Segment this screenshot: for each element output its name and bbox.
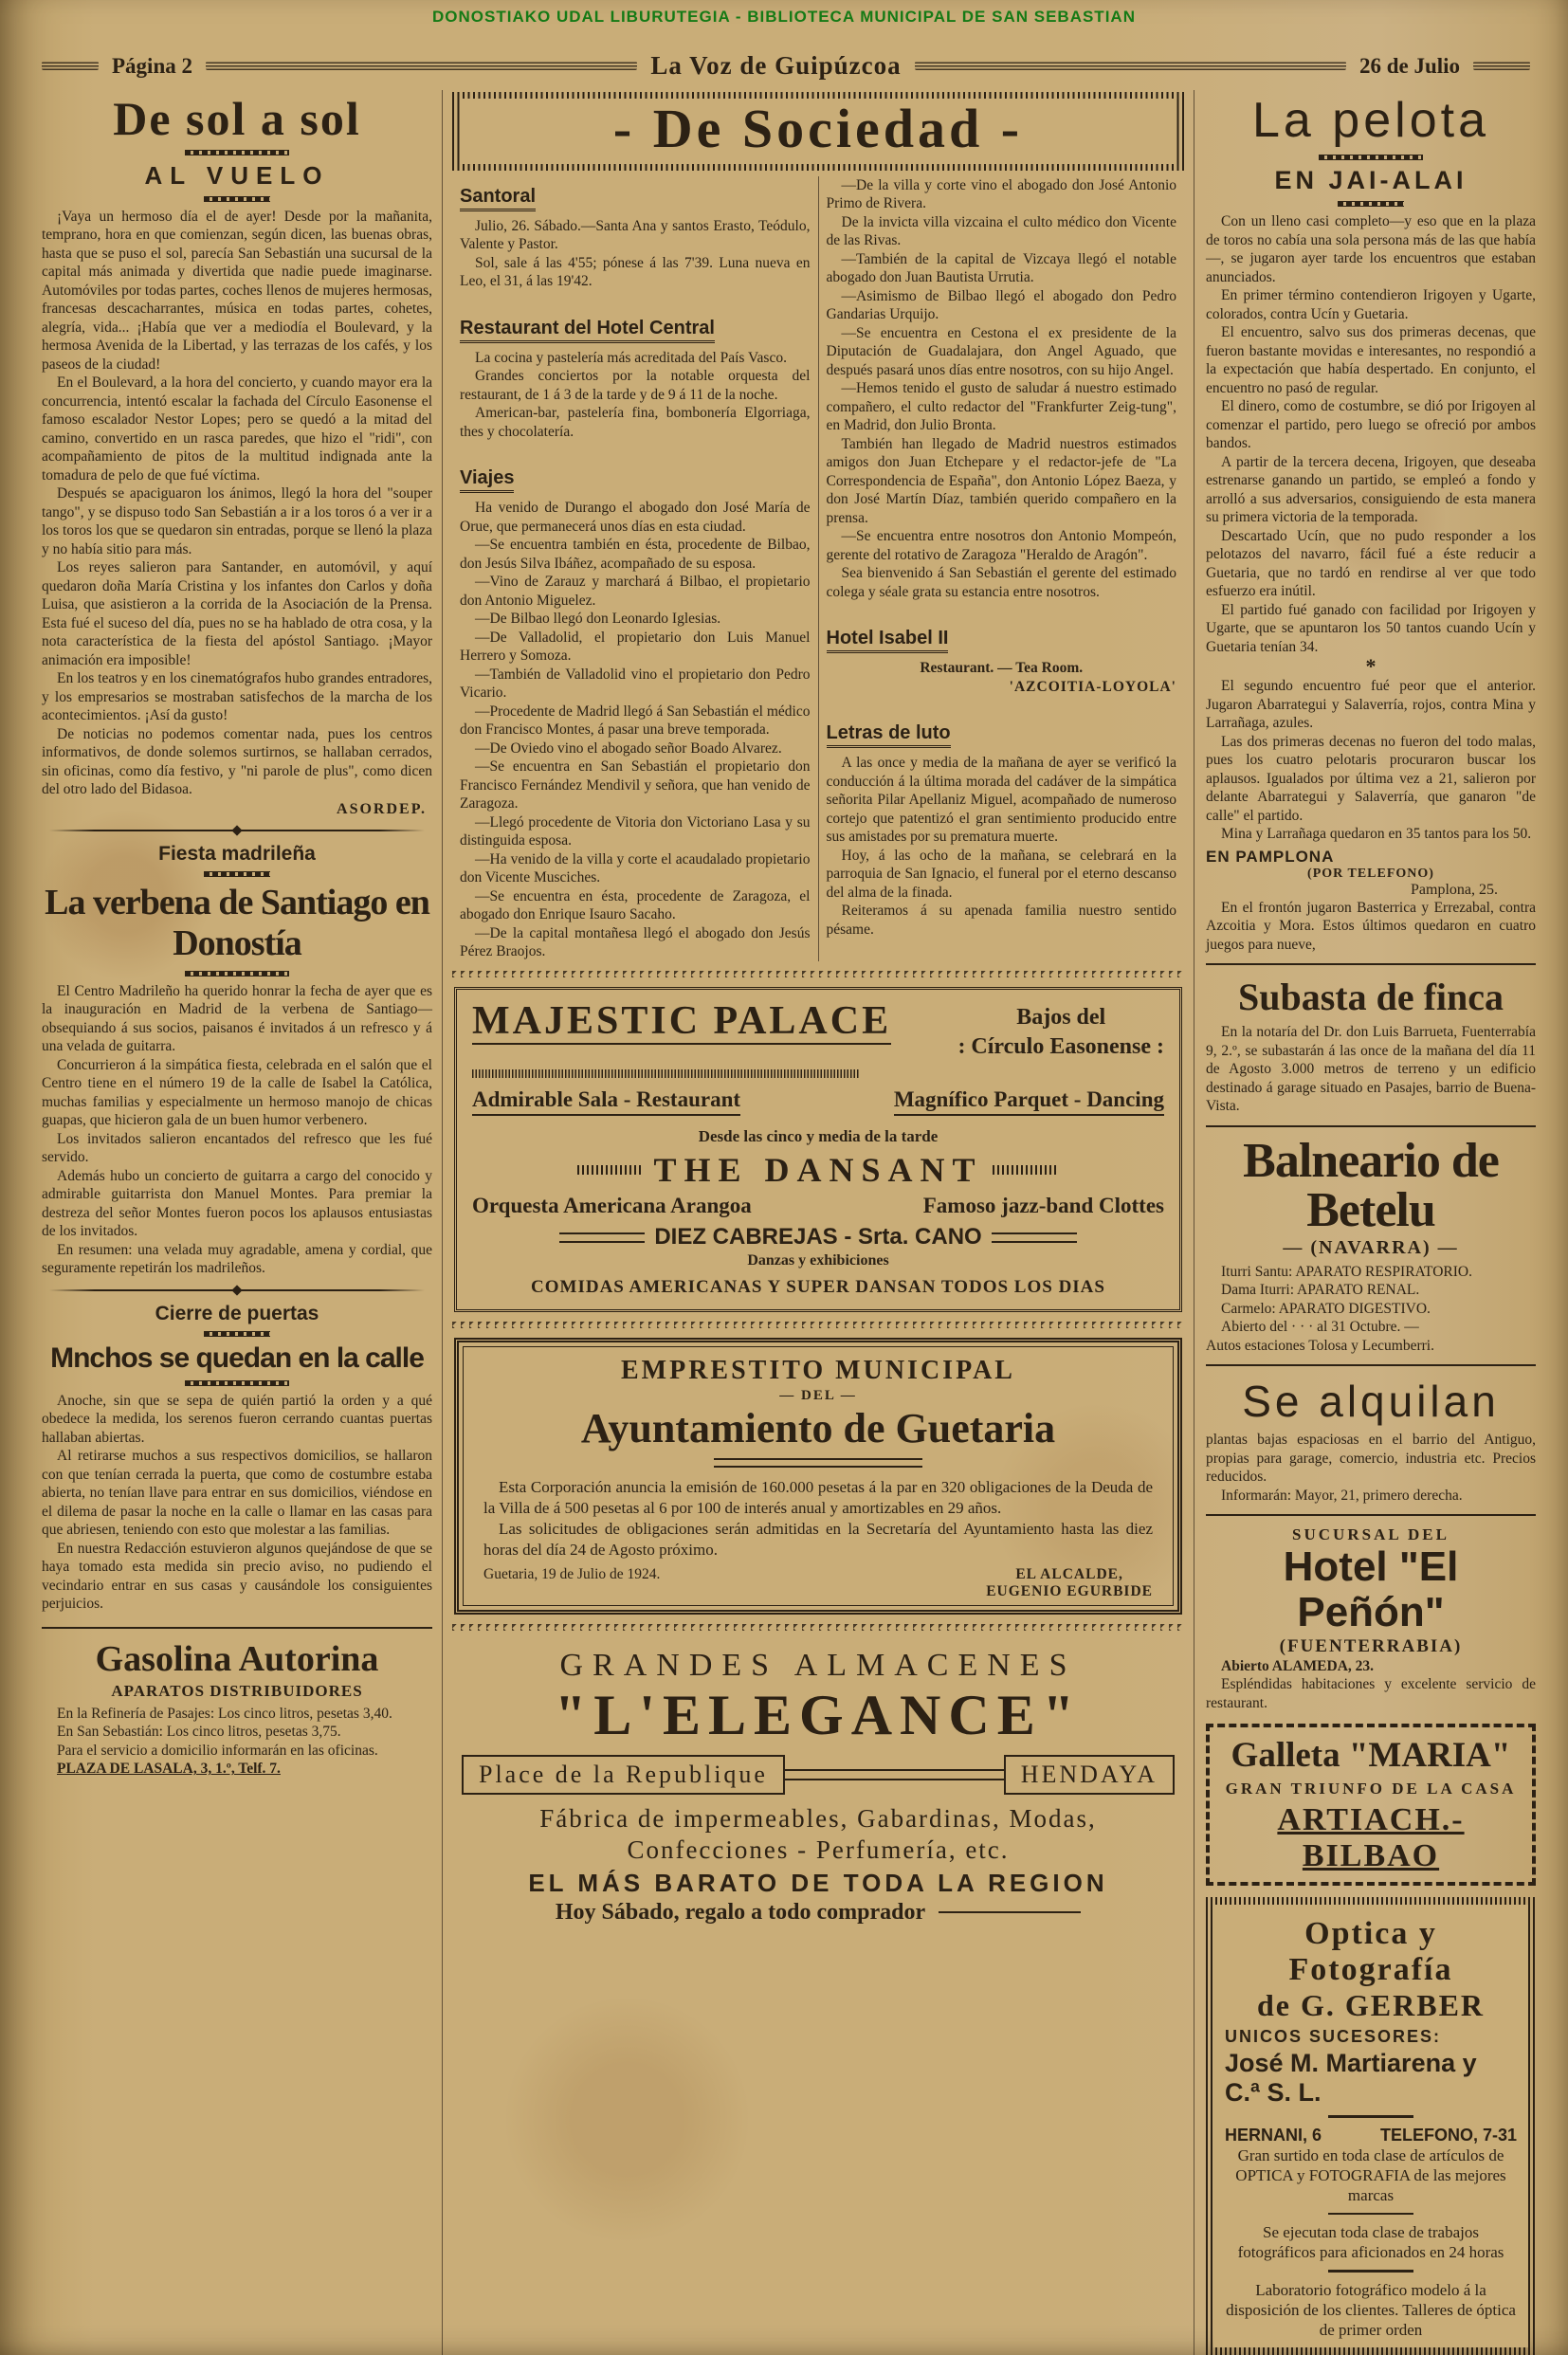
- paragraph: Los invitados salieron encantados del refresco que les fué servido.: [42, 1130, 432, 1166]
- subsection-title: Letras de luto: [827, 722, 951, 748]
- paragraph: Grandes conciertos por la notable orquesta del restaurant, de 1 á 3 de la tarde y de 9 á 11 de la noche.: [460, 368, 811, 403]
- article-title: Mnchos se quedan en la calle: [50, 1342, 424, 1374]
- paragraph: ¡Vaya un hermoso día el de ayer! Desde por la mañanita, temprano, hora en que comienzan, según dicen, las buenas obras, hasta que se puso el sol, parecía San Sebastián una sucursal de la capital más animada y divertida que nadie puede imaginarse. Automóviles por todas partes, coches llenos de mujeres hermosas, francesas descacharrantes, música en todas partes, cohetes, alegría, vida... ¡Había que ver a mediodía el Boulevard, y la hermosa Avenida de la Libertad, y las terrazas de los cafés, y los paseos de la ciudad!: [42, 208, 432, 373]
- ornament-rule: [992, 1232, 1077, 1243]
- ad-feature: Admirable Sala - Restaurant: [472, 1087, 740, 1116]
- ad-title: Hotel "El Peñón": [1283, 1543, 1459, 1636]
- right-column: [1194, 90, 1536, 2355]
- ad-schedule: Desde las cinco y media de la tarde: [698, 1127, 939, 1146]
- article-title: De sol a sol: [113, 92, 361, 145]
- paragraph: Concurrieron á la simpática fiesta, celebrada en el salón que el Centro tiene en el número 19 de la calle de Isabel la Católica, muchas familias y especialmente un hermoso manojo de chicas guapas, que hicieron gala de un buen humor verbenero.: [42, 1056, 432, 1129]
- news-item: —Hemos tenido el gusto de saludar á nuestro estimado compañero, el culto redactor del "Frankfurter Zeig-tung", en Madrid, don Julio Bronta.: [826, 380, 1176, 434]
- news-item: —Se encuentra también en ésta, procedente de Bilbao, don Jesús Silva Ibáñez, acompañado de su esposa.: [460, 537, 811, 572]
- paragraph: Al retirarse muchos a sus respectivos domicilios, se hallaron con que tenían cerrada la puerta, que como de costumbre estaba abierta, no tenían llave para entrar en sus domicilios, viéndose en el dilema de pasar la noche en la calle o llamar en las casas para que abriesen, teniendo con esto que molestar a las familias.: [42, 1448, 432, 1539]
- ad-paragraph: plantas bajas espaciosas en el barrio del Antiguo, propias para garage, comercio, industria etc. Precios reducidos.: [1206, 1432, 1536, 1485]
- article-kicker: Fiesta madrileña: [158, 842, 316, 865]
- paragraph: El encuentro, salvo sus dos primeras decenas, que fueron bastante movidas e interesantes, no respondió a la expectación que había despertado. En conjunto, el encuentro no pasó de regular.: [1206, 324, 1536, 396]
- paragraph: La cocina y pastelería más acreditada del País Vasco.: [475, 349, 787, 366]
- ornament-rule: [939, 1911, 1081, 1914]
- ornament-rule: [1328, 2115, 1413, 2118]
- ad-line: Confecciones - Perfumería, etc.: [627, 1835, 1010, 1864]
- ad-optica-frame: [1206, 1897, 1536, 2355]
- news-item: Sea bienvenido á San Sebastián el gerente del estimado colega y séale grata su estancia entre nosotros.: [826, 565, 1176, 600]
- news-item: —También de Valladolid vino el propietario don Pedro Vicario.: [460, 666, 811, 702]
- ad-line: Para el servicio a domicilio informarán en las oficinas.: [57, 1742, 378, 1759]
- ad-title: Balneario de Betelu: [1243, 1133, 1499, 1237]
- ad-city-box: HENDAYA: [1004, 1755, 1175, 1795]
- ad-band: Famoso jazz-band Clottes: [922, 1194, 1164, 1218]
- page-columns: [0, 86, 1568, 2355]
- dateline: Pamplona, 25.: [1411, 881, 1498, 898]
- ad-kicker: SUCURSAL DEL: [1292, 1525, 1449, 1543]
- paragraph: A las once y media de la mañana de ayer se verificó la conducción á la última morada del cadáver de la simpática señorita Pilar Apellaniz Miguel, acompañado de numeroso cortejo que patentizó el gran sentimiento producido entre sus amistades por su prematura muerte.: [826, 755, 1176, 846]
- wavy-divider: [452, 1624, 1184, 1631]
- paragraph: Reiteramos á su apenada familia nuestro sentido pésame.: [826, 903, 1176, 938]
- news-item: —De Bilbao llegó don Leonardo Iglesias.: [475, 611, 721, 628]
- paragraph: Además hubo un concierto de guitarra a cargo del conocido y admirable guitarrista don Manuel Montes. Para premiar la destreza del señor Montes fueron pocos los aplausos entusiastas de los invitados.: [42, 1167, 432, 1240]
- article-cierre-de-puertas: [42, 1303, 432, 1614]
- hotel-services: Restaurant. — Tea Room.: [920, 660, 1084, 677]
- ad-title: EMPRESTITO MUNICIPAL: [620, 1356, 1015, 1386]
- article-de-sol-a-sol: [42, 94, 432, 818]
- paragraph: A partir de la tercera decena, Irigoyen, que deseaba estrenarse ganando un partido, se empleó a fondo y arrolló a sus adversarios, consiguiendo de esta manera su primera victoria de la temporada.: [1206, 453, 1536, 525]
- paragraph: Sol, sale á las 4'55; pónese á las 7'39. Luna nueva en Leo, el 31, á las 19'42.: [460, 254, 811, 290]
- news-item: —De Oviedo vino el abogado señor Boado Alvarez.: [475, 739, 782, 757]
- ad-line: Espléndidas habitaciones y excelente servicio de restaurant.: [1206, 1676, 1536, 1711]
- ad-entity-name: Ayuntamiento de Guetaria: [580, 1405, 1056, 1452]
- article-la-pelota: [1206, 92, 1536, 954]
- ad-brand: ARTIACH.-BILBAO: [1277, 1802, 1465, 1874]
- ad-dateline: Guetaria, 19 de Julio de 1924.: [483, 1565, 661, 1582]
- news-item: —Vino de Zarauz y marchará á Bilbao, el propietario don Antonio Miguelez.: [460, 574, 811, 609]
- ornament-rule: [185, 1380, 289, 1386]
- ornament-rule: [1328, 2270, 1413, 2273]
- paragraph: American-bar, pastelería fina, bombonería Elgorriaga, thes y chocolatería.: [460, 405, 811, 440]
- wavy-divider: [452, 971, 1184, 977]
- section-divider: [49, 1289, 425, 1291]
- ornament-rule: [559, 1232, 645, 1243]
- ad-event-name: THE DANSANT: [653, 1151, 983, 1190]
- de-sociedad-banner: [460, 99, 1176, 164]
- ad-line: Dama Iturri: APARATO RENAL.: [1221, 1282, 1420, 1298]
- ad-paragraph: Laboratorio fotográfico modelo á la disposición de los clientes. Talleres de óptica de primer orden: [1226, 2280, 1516, 2339]
- section-divider: [1206, 1364, 1536, 1366]
- ad-address: HERNANI, 6: [1225, 2125, 1322, 2145]
- article-subtitle: AL VUELO: [144, 160, 330, 190]
- ad-paragraph: Esta Corporación anuncia la emisión de 160.000 pesetas á la par en 320 obligaciones de la Deuda de la Villa de á 500 pesetas al 6 por 100 de interés anual y amortizables en 29 años.: [483, 1477, 1153, 1517]
- ad-owner-name: José M. Martiarena y C.ª S. L.: [1225, 2049, 1477, 2108]
- ad-paragraph: Se ejecutan toda clase de trabajos fotográficos para aficionados en 24 horas: [1237, 2223, 1504, 2262]
- news-item: —Se encuentra en San Sebastián el propietario don Francisco Fernández Mendivil y señora, que han venido de Zaragoza.: [460, 758, 811, 812]
- ornament-rule: [1328, 2213, 1413, 2216]
- ornament-rule: [185, 971, 289, 977]
- subsection-title: Viajes: [460, 467, 514, 493]
- de-sociedad-banner-frame: [452, 92, 1184, 171]
- ad-note: Danzas y exhibiciones: [747, 1252, 889, 1269]
- ad-title: Se alquilan: [1242, 1377, 1500, 1426]
- author-signature: ASORDEP.: [337, 800, 427, 817]
- ad-band: Orquesta Americana Arangoa: [472, 1194, 752, 1218]
- paragraph: En primer término contendieron Irigoyen y Ugarte, colorados, contra Ucín y Guetaria.: [1206, 287, 1536, 322]
- ornament-rule: [204, 1331, 270, 1337]
- paragraph: En el Boulevard, a la hora del concierto, y cuando mayor era la concurrencia, intentó escalar la fachada del Círculo Easonense el famoso escalador Nestor Lopes; pero se quedó a la mitad del camino, convertido en un rasca paredes, que hizo el "ridi", con acompañamiento de pitos de la multitud indignada ante la tomadura de pelo de que fué víctima.: [42, 374, 432, 484]
- ad-paragraph: En la notaría del Dr. don Luis Barrueta, Fuenterrabía 9, 2.º, se subastarán á las once de la mañana del día 11 de Agosto 3.000 metros de terreno y un edificio destinado á garage situado en Pasajes, barrio de Buena-Vista.: [1206, 1024, 1536, 1114]
- paragraph: De noticias no podemos comentar nada, pues los centros informativos, de donde solemos surtirnos, se hallaban cerrados, sin oficinas, como día festivo, y "ni parole de plus", como dicen del otro lado del Bidasoa.: [42, 725, 432, 797]
- society-subcolumns: [452, 176, 1184, 961]
- news-item: —También de la capital de Vizcaya llegó el notable abogado don Juan Bautista Urrutia.: [826, 250, 1176, 286]
- ad-title: MAJESTIC PALACE: [472, 999, 891, 1045]
- subsection-title: EN PAMPLONA: [1206, 847, 1335, 866]
- article-kicker: Cierre de puertas: [155, 1302, 319, 1324]
- ad-line: Abierto ALAMEDA, 23.: [1221, 1657, 1375, 1674]
- left-column: [42, 90, 443, 2355]
- ornament-rule: [785, 1769, 1004, 1780]
- paragraph: Los reyes salieron para Santander, en automóvil, y aquí quedaron doña María Cristina y los infantes don Carlos y doña Luisa, que asistieron a la corrida de la Asociación de la Prensa. Esta fué el suceso del día, pues no se ha hablado de otra cosa, y la nota característica de la fiesta del apóstol Santiago. ¡Mayor animación era imposible!: [42, 559, 432, 668]
- hotel-route: 'AZCOITIA-LOYOLA': [1009, 678, 1176, 695]
- ad-location-line: : Círculo Easonense :: [957, 1034, 1164, 1060]
- news-item: De la invicta villa vizcaina el culto médico don Vicente de las Rivas.: [826, 213, 1176, 249]
- news-item: —Se encuentra en ésta, procedente de Zaragoza, el abogado don Enrique Isauro Sacaho.: [460, 887, 811, 923]
- ad-region: — (NAVARRA) —: [1283, 1236, 1459, 1258]
- ad-line: Fábrica de impermeables, Gabardinas, Modas,: [539, 1803, 1097, 1833]
- ad-title: Optica y Fotografía: [1288, 1916, 1453, 1988]
- ad-title: Galleta "MARIA": [1231, 1736, 1511, 1776]
- section-title: - De Sociedad -: [612, 98, 1024, 159]
- news-item: Ha venido de Durango el abogado don José María de Orue, que permanecerá unos días en esta ciudad.: [460, 500, 811, 535]
- ad-connector: — DEL —: [779, 1388, 857, 1404]
- ad-emprestito-guetaria: [454, 1338, 1182, 1614]
- ornament-rule: [204, 871, 270, 877]
- ad-location-line: Bajos del: [1016, 1004, 1106, 1030]
- ornament-rule: [185, 150, 289, 155]
- issue-date: 26 de Julio: [1358, 53, 1461, 78]
- middle-column: [443, 90, 1194, 2355]
- ad-balneario-betelu: [1206, 1133, 1536, 1356]
- article-title: La pelota: [1252, 93, 1489, 148]
- ornament-rule: [1338, 201, 1404, 207]
- library-stamp: DONOSTIAKO UDAL LIBURUTEGIA - BIBLIOTECA MUNICIPAL DE SAN SEBASTIAN: [432, 8, 1136, 26]
- paragraph: En resumen: una velada muy agradable, amena y cordial, que seguramente repetirán los madrileños.: [42, 1241, 432, 1277]
- ad-artists: DIEZ CABREJAS - Srta. CANO: [654, 1224, 982, 1251]
- paragraph: Después se apaciguaron los ánimos, llegó la hora del "souper tango", y se dispuso todo San Sebastián a ir a los toros ó a ver ir a los toros los que se quedaron sin entradas, porque se llenó la plaza y no había sitio para más.: [42, 485, 432, 557]
- byline: (POR TELEFONO): [1307, 866, 1434, 881]
- paragraph: Con un lleno casi completo—y eso que en la plaza de toros no cabía una sola persona más de las que había—, se jugaron ayer tarde los encuentros que estaban anunciados.: [1206, 213, 1536, 285]
- ad-address-box: Place de la Republique: [462, 1755, 785, 1795]
- paragraph: En los teatros y en los cinematógrafos hubo grandes entradores, y los empresarios se mostraban satisfechos de la marcha de los acontecimientos. ¡Así da gusto!: [42, 670, 432, 723]
- ad-galleta-maria: [1206, 1724, 1536, 1886]
- masthead-rule: [1473, 62, 1530, 70]
- ad-slogan: GRAN TRIUNFO DE LA CASA: [1225, 1780, 1517, 1798]
- masthead-rule: [206, 62, 637, 70]
- masthead: [0, 27, 1568, 86]
- page-number: Página 2: [112, 53, 192, 78]
- section-divider: [1206, 963, 1536, 965]
- subsection-title: Santoral: [460, 186, 536, 211]
- news-item: —Asimismo de Bilbao llegó el abogado don Pedro Gandarias Urquijo.: [826, 287, 1176, 323]
- paragraph: El dinero, como de costumbre, se dió por Irigoyen al comenzar el partido, pero luego se ofreció por ambos bandos.: [1206, 398, 1536, 451]
- ad-title: "L'ELEGANCE": [554, 1683, 1083, 1746]
- ornament-rule: [204, 196, 270, 202]
- ad-promo: Hoy Sábado, regalo a todo comprador: [555, 1899, 926, 1925]
- ad-location: (FUENTERRABIA): [1279, 1635, 1463, 1656]
- ad-line: Carmelo: APARATO DIGESTIVO.: [1221, 1300, 1431, 1317]
- article-subtitle: EN JAI-ALAI: [1274, 166, 1468, 194]
- ad-signature-name: EUGENIO EGURBIDE: [986, 1582, 1153, 1599]
- masthead-rule: [915, 62, 1346, 70]
- news-item: —Llegó procedente de Vitoria don Victoriano Lasa y su distinguida esposa.: [460, 813, 811, 849]
- paragraph: En nuestra Redacción estuvieron algunos quejándose de que se haya tomado esta medida sin precio aviso, no pudiendo el vecindario entrar en sus casas y causándole los consiguientes perjuicios.: [42, 1540, 432, 1613]
- paragraph: Anoche, sin que se sepa de quién partió la orden y a qué obedece la medida, los serenos fueron cerrando cuantas puertas hallaban abiertas.: [42, 1392, 432, 1446]
- section-divider: [1206, 1125, 1536, 1127]
- news-item: —Procedente de Madrid llegó á San Sebastián el médico don Francisco Montes, á pasar una breve temporada.: [460, 703, 811, 739]
- ornament-rule: [993, 1165, 1059, 1175]
- ad-line: Autos estaciones Tolosa y Lecumberri.: [1206, 1337, 1434, 1354]
- ad-line: En San Sebastián: Los cinco litros, pesetas 3,75.: [57, 1724, 341, 1741]
- subsection-title: Restaurant del Hotel Central: [460, 318, 715, 343]
- ornament-rule: [472, 1069, 860, 1078]
- paragraph: El partido fué ganado con facilidad por Irigoyen y Ugarte, que se apuntaron los 50 tantos cuando Ucín y Guetaria tenían 34.: [1206, 601, 1536, 655]
- ad-line: Iturri Santu: APARATO RESPIRATORIO.: [1221, 1263, 1472, 1280]
- ad-title: Subasta de finca: [1237, 976, 1504, 1018]
- paragraph: Julio, 26. Sábado.—Santa Ana y santos Erasto, Teódulo, Valente y Pastor.: [460, 217, 811, 253]
- ad-signature-role: EL ALCALDE,: [1015, 1565, 1123, 1582]
- ad-kicker: UNICOS SUCESORES:: [1225, 2027, 1442, 2047]
- ad-subasta-de-finca: [1206, 975, 1536, 1116]
- ad-hotel-el-penon: [1206, 1525, 1536, 1712]
- paragraph: Mina y Larrañaga quedaron en 35 tantos para los 50.: [1221, 826, 1532, 842]
- news-item: —Se encuentra entre nosotros don Antonio Mompeón, gerente del rotativo de Zaragoza "Heraldo de Aragón".: [826, 528, 1176, 563]
- ad-subtitle: APARATOS DISTRIBUIDORES: [111, 1681, 363, 1700]
- paragraph: El segundo encuentro fué peor que el anterior. Jugaron Abarrategui y Salaverría, rojos, contra Mina y Larrañaga, azules.: [1206, 678, 1536, 731]
- ad-slogan: EL MÁS BARATO DE TODA LA REGION: [528, 1868, 1108, 1897]
- star-separator: *: [1365, 654, 1377, 678]
- ad-optica-gerber: [1213, 1905, 1528, 2347]
- ad-title-line2: de G. GERBER: [1256, 1988, 1486, 2023]
- ad-address: PLAZA DE LASALA, 3, 1.º, Telf. 7.: [57, 1761, 281, 1778]
- ad-feature: Magnífico Parquet - Dancing: [894, 1087, 1164, 1116]
- ornament-rule: [577, 1165, 644, 1175]
- section-divider: [1206, 1514, 1536, 1516]
- paragraph: Hoy, á las ocho de la mañana, se celebrará en la parroquia de San Ignacio, el funeral por el eterno descanso del alma de la finada.: [826, 847, 1176, 901]
- society-subcolumn-left: [452, 176, 819, 961]
- news-item: —De la capital montañesa llegó el abogado don Jesús Pérez Braojos.: [460, 924, 811, 960]
- newspaper-title: La Voz de Guipúzcoa: [650, 51, 902, 80]
- ad-slogan: COMIDAS AMERICANAS Y SUPER DANSAN TODOS LOS DIAS: [531, 1277, 1105, 1298]
- ornament-rule: [714, 1458, 922, 1468]
- masthead-rule: [42, 62, 99, 70]
- ad-phone: TELEFONO, 7-31: [1379, 2125, 1517, 2145]
- ornament-rule: [1319, 155, 1423, 160]
- news-item: —Ha venido de la villa y corte el acaudalado propietario don Vicente Musciches.: [460, 850, 811, 886]
- ad-elegance: [452, 1640, 1184, 1926]
- article-title: La verbena de Santiago en Donostía: [45, 882, 429, 964]
- ad-se-alquilan: [1206, 1376, 1536, 1505]
- society-subcolumn-right: [819, 176, 1185, 961]
- ad-kicker: GRANDES ALMACENES: [559, 1647, 1077, 1683]
- ad-paragraph: Las solicitudes de obligaciones serán admitidas en la Secretaría del Ayuntamiento hasta las diez horas del día 24 de Agosto próximo.: [483, 1519, 1153, 1559]
- ad-paragraph: Gran surtido en toda clase de artículos de OPTICA y FOTOGRAFIA de las mejores marcas: [1235, 2145, 1506, 2204]
- article-verbena: [42, 843, 432, 1278]
- ad-line: Abierto del · · · al 31 Octubre. —: [1221, 1319, 1419, 1335]
- news-item: —De Valladolid, el propietario don Luis Manuel Herrero y Somoza.: [460, 629, 811, 665]
- paragraph: El Centro Madrileño ha querido honrar la fecha de ayer que es la inauguración en Madrid de la verbena de Santiago—obsequiando á sus socios, paisanos é invitados á un refresco y á una velada de guitarra.: [42, 982, 432, 1055]
- news-item: También han llegado de Madrid nuestros estimados amigos don Juan Etchepare y el redactor-jefe de "La Correspondencia de España", don Antonio López Baeza, y don José Martín Díaz, también querido compañero en la prensa.: [826, 435, 1176, 526]
- ad-title: Gasolina Autorina: [42, 1627, 432, 1680]
- paragraph: Descartado Ucín, que no pudo responder a los pelotazos del navarro, fácil fué a éste reducir a Guetaria, que no tardó en rendirse al ver que todo esfuerzo era inútil.: [1206, 527, 1536, 599]
- section-divider: [49, 830, 425, 831]
- news-item: —Se encuentra en Cestona el ex presidente de la Diputación de Guadalajara, don Angel Aguado, que después pasará unos días entre nosotros, con su hijo Angel.: [826, 324, 1176, 378]
- paragraph: En el frontón jugaron Basterrica y Errezabal, contra Azcoitia y Mora. Estos últimos quedaron en cuatro juegos para nueve,: [1206, 899, 1536, 953]
- wavy-divider: [452, 1322, 1184, 1328]
- ad-line: En la Refinería de Pasajes: Los cinco litros, pesetas 3,40.: [57, 1705, 392, 1722]
- ad-majestic-palace: [454, 987, 1182, 1312]
- subsection-title: Hotel Isabel II: [827, 628, 949, 653]
- paragraph: Las dos primeras decenas no fueron del todo malas, pues los cuatro pelotaris procuraron buscar los aplausos. Igualados por última vez a 21, salieron por delante Abarrategui y Salaverría, que ganaron "de calle" el partido.: [1206, 733, 1536, 824]
- ad-contact: Informarán: Mayor, 21, primero derecha.: [1221, 1487, 1463, 1504]
- news-item: —De la villa y corte vino el abogado don José Antonio Primo de Rivera.: [826, 176, 1176, 212]
- ad-gasolina-autorina: [42, 1627, 432, 1779]
